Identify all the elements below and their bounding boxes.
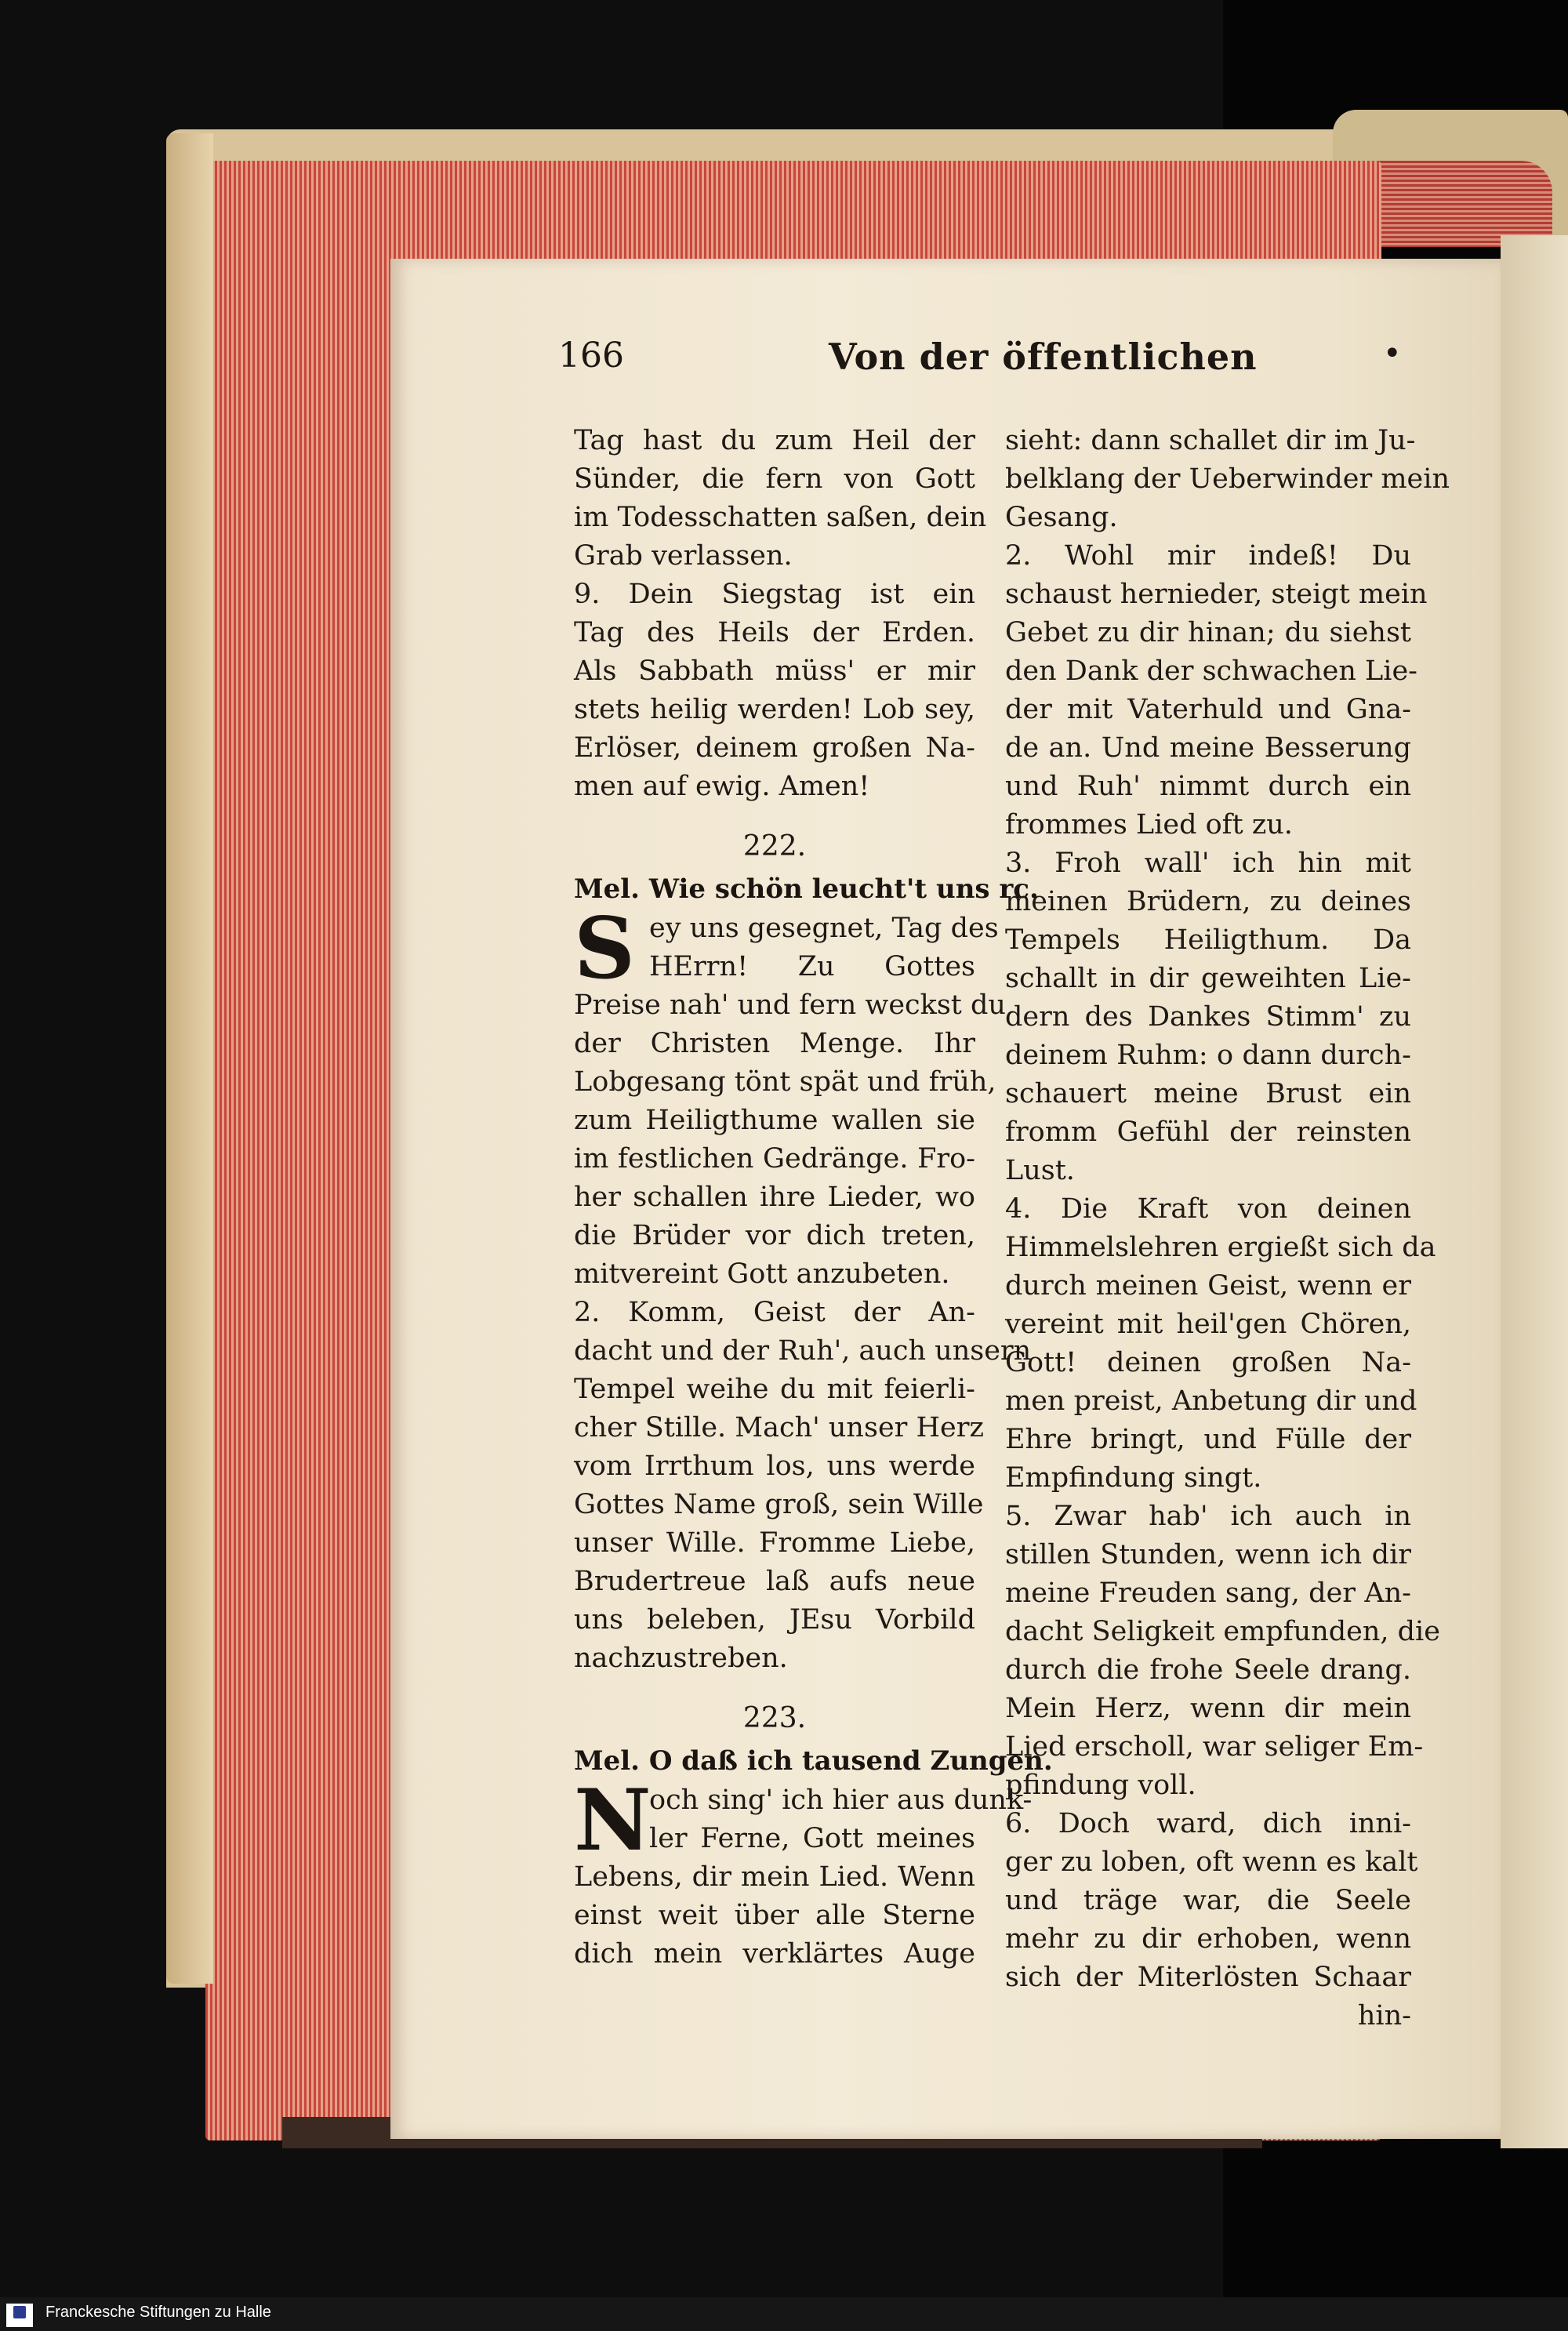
text-line: ler Ferne, Gott meines: [649, 1823, 975, 1854]
text-line: her schallen ihre Lieder, wo: [574, 1182, 975, 1213]
text-line: Sünder, die fern von Gott: [574, 463, 975, 495]
text-line: deinem Ruhm: o dann durch-: [1005, 1040, 1411, 1071]
facing-page-edge: [1501, 235, 1568, 2148]
hymn-223-text: [574, 1771, 1033, 1973]
text-line: schallt in dir geweihten Lie-: [1005, 963, 1411, 994]
text-line: schauert meine Brust ein: [1005, 1078, 1411, 1109]
text-line: Erlöser, deinem großen Na-: [574, 732, 975, 764]
institution-logo-mark-icon: [13, 2306, 26, 2318]
verse-6: [1005, 1805, 1418, 1997]
verse-2: [1005, 537, 1428, 844]
header-ornament: •: [1383, 336, 1402, 372]
drop-cap: S: [574, 899, 635, 998]
text-line: der Christen Menge. Ihr: [574, 1028, 975, 1059]
verse-1-end: [1005, 422, 1450, 537]
text-line: meine Freuden sang, der An-: [1005, 1578, 1411, 1609]
text-line: Gott! deinen großen Na-: [1005, 1347, 1411, 1378]
text-line: men auf ewig. Amen!: [574, 771, 870, 802]
text-line: dich mein verklärtes Auge: [574, 1938, 975, 1970]
text-line: 4. Die Kraft von deinen: [1005, 1193, 1411, 1225]
text-line: Lust.: [1005, 1155, 1075, 1186]
text-line: Lebens, dir mein Lied. Wenn: [574, 1861, 975, 1893]
text-line: men preist, Anbetung dir und: [1005, 1385, 1417, 1417]
text-line: vereint mit heil'gen Chören,: [1005, 1309, 1411, 1340]
melody-line: Mel. O daß ich tausend Zungen.: [574, 1745, 1053, 1777]
text-line: meinen Brüdern, zu deines: [1005, 886, 1411, 917]
text-line: HErrn! Zu Gottes: [649, 951, 975, 982]
text-line: cher Stille. Mach' unser Herz: [574, 1412, 984, 1443]
hymn-222-verse-2: [574, 1294, 1032, 1678]
verse-3: [1005, 844, 1411, 1190]
text-line: stets heilig werden! Lob sey,: [574, 694, 975, 725]
text-line: Tempel weihe du mit feierli-: [574, 1374, 975, 1405]
catchword: hin-: [1357, 2000, 1411, 2031]
text-line: und Ruh' nimmt durch ein: [1005, 771, 1411, 802]
text-line: de an. Und meine Besserung: [1005, 732, 1411, 764]
text-line: zum Heiligthume wallen sie: [574, 1105, 975, 1136]
text-line: 2. Komm, Geist der An-: [574, 1297, 975, 1328]
text-line: Als Sabbath müss' er mir: [574, 655, 975, 687]
continuation-text: [574, 422, 987, 575]
institution-name: Franckesche Stiftungen zu Halle: [45, 2304, 271, 2321]
text-line: pfindung voll.: [1005, 1770, 1196, 1801]
running-head: Von der öffentlichen: [829, 336, 1258, 378]
text-line: dacht und der Ruh', auch unsern: [574, 1335, 1032, 1367]
text-line: 6. Doch ward, dich inni-: [1005, 1808, 1411, 1839]
text-line: ger zu loben, oft wenn es kalt: [1005, 1846, 1418, 1878]
text-line: Gesang.: [1005, 502, 1118, 533]
text-line: 3. Froh wall' ich hin mit: [1005, 848, 1411, 879]
text-line: sieht: dann schallet dir im Ju-: [1005, 425, 1416, 456]
page-header: [558, 336, 1421, 390]
text-line: och sing' ich hier aus dunk-: [649, 1785, 1033, 1816]
text-line: fromm Gefühl der reinsten: [1005, 1116, 1411, 1148]
page-number: 166: [558, 336, 624, 376]
text-line: stillen Stunden, wenn ich dir: [1005, 1539, 1411, 1570]
drop-cap: N: [574, 1771, 652, 1870]
text-line: Mein Herz, wenn dir mein: [1005, 1693, 1411, 1724]
text-line: 9. Dein Siegstag ist ein: [574, 579, 975, 610]
text-line: Himmelslehren ergießt sich da: [1005, 1232, 1436, 1263]
hymn-222-text: [574, 899, 1006, 1294]
text-line: Lobgesang tönt spät und früh,: [574, 1066, 996, 1098]
text-line: ey uns gesegnet, Tag des: [649, 913, 999, 944]
text-line: einst weit über alle Sterne: [574, 1900, 975, 1931]
text-line: durch meinen Geist, wenn er: [1005, 1270, 1411, 1302]
text-line: frommes Lied oft zu.: [1005, 809, 1293, 841]
text-line: mehr zu dir erhoben, wenn: [1005, 1923, 1411, 1955]
text-line: im festlichen Gedränge. Fro-: [574, 1143, 975, 1175]
text-line: durch die frohe Seele drang.: [1005, 1654, 1411, 1686]
text-line: unser Wille. Fromme Liebe,: [574, 1527, 975, 1559]
text-line: uns beleben, JEsu Vorbild: [574, 1604, 975, 1636]
text-line: sich der Miterlösten Schaar: [1005, 1962, 1411, 1993]
hymn-number: 223.: [742, 1702, 807, 1734]
text-line: der mit Vaterhuld und Gna-: [1005, 694, 1411, 725]
text-line: die Brüder vor dich treten,: [574, 1220, 975, 1251]
text-line: Tag hast du zum Heil der: [574, 425, 975, 456]
text-line: dern des Dankes Stimm' zu: [1005, 1001, 1411, 1033]
text-line: Grab verlassen.: [574, 540, 793, 572]
text-line: im Todesschatten saßen, dein: [574, 502, 987, 533]
text-line: belklang der Ueberwinder mein: [1005, 463, 1450, 495]
text-line: Lied erscholl, war seliger Em-: [1005, 1731, 1424, 1763]
text-line: mitvereint Gott anzubeten.: [574, 1258, 950, 1290]
text-line: Gottes Name groß, sein Wille: [574, 1489, 984, 1520]
text-line: Tag des Heils der Erden.: [574, 617, 975, 648]
text-line: Preise nah' und fern weckst du: [574, 989, 1006, 1021]
text-line: dacht Seligkeit empfunden, die: [1005, 1616, 1440, 1647]
text-line: Tempels Heiligthum. Da: [1005, 924, 1411, 956]
book-cover-left: [166, 133, 213, 1984]
verse-9: [574, 575, 975, 806]
hymn-number: 222.: [742, 830, 807, 862]
text-line: schaust hernieder, steigt mein: [1005, 579, 1428, 610]
text-line: Empfindung singt.: [1005, 1462, 1262, 1494]
text-line: 2. Wohl mir indeß! Du: [1005, 540, 1411, 572]
text-line: Gebet zu dir hinan; du siehst: [1005, 617, 1411, 648]
text-line: den Dank der schwachen Lie-: [1005, 655, 1417, 687]
text-line: Brudertreue laß aufs neue: [574, 1566, 975, 1597]
text-line: 5. Zwar hab' ich auch in: [1005, 1501, 1411, 1532]
right-column: [1005, 422, 1450, 2035]
text-line: und träge war, die Seele: [1005, 1885, 1411, 1916]
melody-line: Mel. Wie schön leucht't uns rc.: [574, 873, 1039, 905]
text-line: Ehre bringt, und Fülle der: [1005, 1424, 1411, 1455]
verse-4: [1005, 1190, 1436, 1498]
text-line: nachzustreben.: [574, 1643, 788, 1674]
text-line: vom Irrthum los, uns werde: [574, 1451, 975, 1482]
verse-5: [1005, 1498, 1440, 1805]
